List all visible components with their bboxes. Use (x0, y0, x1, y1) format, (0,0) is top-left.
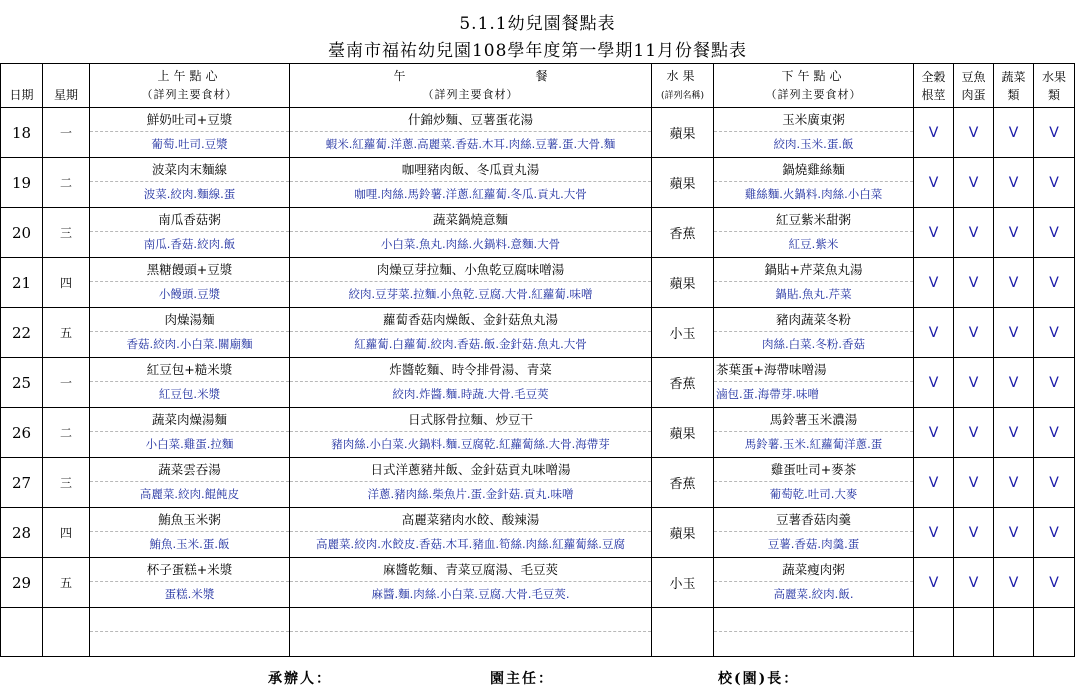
am-snack-cell (90, 458, 290, 508)
weekday-cell: 四 (43, 508, 90, 558)
pm-snack-cell-dish: 豬肉蔬菜冬粉 (714, 308, 913, 332)
date-cell: 26 (1, 408, 43, 458)
pm-snack-cell (714, 408, 914, 458)
pm-snack-cell (714, 308, 914, 358)
protein-check: V (954, 358, 994, 408)
empty-cell (954, 608, 994, 657)
am-snack-cell-dish: 杯子蛋糕+米漿 (90, 558, 289, 582)
lunch-cell-dish: 蔬菜鍋燒意麵 (290, 208, 651, 232)
pm-snack-cell (714, 508, 914, 558)
header-fruit-category: 水果 類 (1034, 64, 1075, 108)
lunch-cell (290, 358, 652, 408)
am-snack-cell-dish: 鮮奶吐司+豆漿 (90, 108, 289, 132)
am-snack-cell-ingredients: 紅豆包.米漿 (158, 387, 221, 401)
fruit-category-check: V (1034, 208, 1075, 258)
pm-snack-cell-ingredients: 肉絲.白菜.冬粉.香菇 (762, 337, 865, 351)
pm-snack-cell-ingredients: 葡萄乾.吐司.大麥 (769, 487, 858, 501)
fruit-cell: 香蕉 (652, 358, 714, 408)
vegetable-check: V (994, 258, 1034, 308)
am-snack-cell-ingredients: 小白菜.雞蛋.拉麵 (145, 437, 234, 451)
pm-snack-cell (714, 258, 914, 308)
protein-check: V (954, 208, 994, 258)
lunch-cell-dish: 日式豚骨拉麵、炒豆干 (290, 408, 651, 432)
weekday-cell: 三 (43, 208, 90, 258)
am-snack-cell-ingredients: 葡萄.吐司.豆漿 (151, 137, 228, 151)
pm-snack-cell (714, 358, 914, 408)
lunch-cell-ingredients: 絞肉.豆芽菜.拉麵.小魚乾.豆腐.大骨.紅蘿蔔.味噌 (348, 287, 593, 301)
am-snack-cell-dish: 鮪魚玉米粥 (90, 508, 289, 532)
lunch-cell-ingredients: 高麗菜.絞肉.水餃皮.香菇.木耳.豬血.筍絲.肉絲.紅蘿蔔絲.豆腐 (316, 537, 625, 551)
pm-snack-cell-ingredients: 鍋貼.魚丸.芹菜 (775, 287, 852, 301)
date-cell: 19 (1, 158, 43, 208)
am-snack-cell (90, 358, 290, 408)
header-row (1, 64, 1075, 108)
empty-cell (43, 608, 90, 657)
header-am-snack: 上午點心 （詳列主要食材） (90, 64, 290, 108)
pm-snack-cell-dish: 豆薯香菇肉羹 (714, 508, 913, 532)
fruit-cell: 香蕉 (652, 208, 714, 258)
empty-cell (90, 608, 290, 657)
vegetable-check: V (994, 158, 1034, 208)
protein-check: V (954, 508, 994, 558)
table-row (1, 208, 1075, 258)
header-weekday: 星期 (43, 64, 90, 108)
am-snack-cell (90, 508, 290, 558)
table-row (1, 258, 1075, 308)
weekday-cell: 四 (43, 258, 90, 308)
am-snack-cell (90, 108, 290, 158)
protein-check: V (954, 558, 994, 608)
am-snack-cell-dish: 蔬菜肉燥湯麵 (90, 408, 289, 432)
pm-snack-cell-dish: 茶葉蛋+海帶味噌湯 (714, 358, 913, 382)
lunch-cell (290, 458, 652, 508)
protein-check: V (954, 108, 994, 158)
lunch-cell-dish: 什錦炒麵、豆薯蛋花湯 (290, 108, 651, 132)
date-cell: 22 (1, 308, 43, 358)
grain-check: V (914, 358, 954, 408)
weekday-cell: 二 (43, 408, 90, 458)
fruit-cell: 蘋果 (652, 408, 714, 458)
document-subtitle: 臺南市福祐幼兒園108學年度第一學期11月份餐點表 (327, 41, 748, 61)
pm-snack-cell-ingredients: 豆薯.香菇.肉羹.蛋 (767, 537, 860, 551)
lunch-cell-ingredients: 蝦米.紅蘿蔔.洋蔥.高麗菜.香菇.木耳.肉絲.豆薯.蛋.大骨.麵 (325, 137, 616, 151)
am-snack-cell-dish: 紅豆包+糙米漿 (90, 358, 289, 382)
date-cell: 25 (1, 358, 43, 408)
empty-cell (914, 608, 954, 657)
weekday-cell: 一 (43, 108, 90, 158)
lunch-cell (290, 108, 652, 158)
am-snack-cell-dish: 黑糖饅頭+豆漿 (90, 258, 289, 282)
am-snack-cell (90, 208, 290, 258)
am-snack-cell-dish: 肉燥湯麵 (90, 308, 289, 332)
am-snack-cell-dish: 蔬菜雲吞湯 (90, 458, 289, 482)
pm-snack-cell-ingredients: 馬鈴薯.玉米.紅蘿蔔洋蔥.蛋 (744, 437, 883, 451)
header-pm-snack: 下午點心 （詳列主要食材） (714, 64, 914, 108)
grain-check: V (914, 208, 954, 258)
fruit-category-check: V (1034, 408, 1075, 458)
pm-snack-cell-ingredients: 滷包.蛋.海帶芽.味噌 (716, 387, 819, 401)
pm-snack-cell-dish: 紅豆紫米甜粥 (714, 208, 913, 232)
am-snack-cell (90, 558, 290, 608)
am-snack-cell-ingredients: 小饅頭.豆漿 (158, 287, 221, 301)
weekday-cell: 五 (43, 308, 90, 358)
lunch-cell-dish: 蘿蔔香菇肉燥飯、金針菇魚丸湯 (290, 308, 651, 332)
grain-check: V (914, 508, 954, 558)
protein-check: V (954, 158, 994, 208)
header-lunch: 午 餐 （詳列主要食材） (290, 64, 652, 108)
am-snack-cell (90, 258, 290, 308)
am-snack-cell-dish: 南瓜香菇粥 (90, 208, 289, 232)
lunch-cell (290, 558, 652, 608)
lunch-cell-dish: 麻醬乾麵、青菜豆腐湯、毛豆莢 (290, 558, 651, 582)
vegetable-check: V (994, 558, 1034, 608)
lunch-cell-ingredients: 洋蔥.豬肉絲.柴魚片.蛋.金針菇.貢丸.味噌 (367, 487, 574, 501)
table-row (1, 558, 1075, 608)
fruit-category-check: V (1034, 108, 1075, 158)
fruit-category-check: V (1034, 358, 1075, 408)
handler-signature-label: 承辦人： (268, 671, 332, 687)
pm-snack-cell-dish: 鍋燒雞絲麵 (714, 158, 913, 182)
lunch-cell-dish: 炸醬乾麵、時令排骨湯、青菜 (290, 358, 651, 382)
empty-cell (994, 608, 1034, 657)
table-row (1, 308, 1075, 358)
lunch-cell-ingredients: 咖哩.肉絲.馬鈴薯.洋蔥.紅蘿蔔.冬瓜.貢丸.大骨 (354, 187, 587, 201)
director-signature-label: 園主任： (490, 671, 554, 687)
fruit-cell: 香蕉 (652, 458, 714, 508)
fruit-category-check: V (1034, 558, 1075, 608)
grain-check: V (914, 308, 954, 358)
empty-cell (290, 608, 652, 657)
lunch-cell (290, 208, 652, 258)
pm-snack-cell-dish: 馬鈴薯玉米濃湯 (714, 408, 913, 432)
grain-check: V (914, 108, 954, 158)
pm-snack-cell (714, 558, 914, 608)
header-date: 日期 (1, 64, 43, 108)
empty-line (714, 608, 913, 632)
weekday-cell: 一 (43, 358, 90, 408)
grain-check: V (914, 258, 954, 308)
fruit-category-check: V (1034, 158, 1075, 208)
lunch-cell (290, 308, 652, 358)
grain-check: V (914, 458, 954, 508)
table-row (1, 358, 1075, 408)
lunch-cell-ingredients: 紅蘿蔔.白蘿蔔.絞肉.香菇.飯.金針菇.魚丸.大骨 (354, 337, 587, 351)
weekday-cell: 五 (43, 558, 90, 608)
am-snack-cell-ingredients: 高麗菜.絞肉.餛飩皮 (139, 487, 240, 501)
grain-check: V (914, 558, 954, 608)
weekday-cell: 二 (43, 158, 90, 208)
table-row (1, 108, 1075, 158)
lunch-cell (290, 408, 652, 458)
pm-snack-cell-ingredients: 紅豆.紫米 (788, 237, 839, 251)
empty-cell (652, 608, 714, 657)
date-cell: 20 (1, 208, 43, 258)
empty-cell (1, 608, 43, 657)
pm-snack-cell-dish: 雞蛋吐司+麥茶 (714, 458, 913, 482)
empty-line (290, 608, 651, 632)
fruit-cell: 蘋果 (652, 258, 714, 308)
pm-snack-cell-ingredients: 雞絲麵.火鍋料.肉絲.小白菜 (744, 187, 883, 201)
grain-check: V (914, 158, 954, 208)
meal-table (0, 63, 1075, 657)
lunch-cell-ingredients: 豬肉絲.小白菜.火鍋料.麵.豆腐乾.紅蘿蔔絲.大骨.海帶芽 (331, 437, 610, 451)
protein-check: V (954, 258, 994, 308)
vegetable-check: V (994, 408, 1034, 458)
date-cell: 27 (1, 458, 43, 508)
vegetable-check: V (994, 458, 1034, 508)
fruit-category-check: V (1034, 258, 1075, 308)
fruit-category-check: V (1034, 458, 1075, 508)
fruit-category-check: V (1034, 508, 1075, 558)
lunch-cell-ingredients: 絞肉.炸醬.麵.時蔬.大骨.毛豆莢 (392, 387, 549, 401)
pm-snack-cell (714, 158, 914, 208)
table-row (1, 158, 1075, 208)
date-cell: 29 (1, 558, 43, 608)
vegetable-check: V (994, 208, 1034, 258)
empty-line (90, 608, 289, 632)
pm-snack-cell (714, 458, 914, 508)
grain-check: V (914, 408, 954, 458)
table-row (1, 458, 1075, 508)
protein-check: V (954, 308, 994, 358)
table-row (1, 408, 1075, 458)
pm-snack-cell-dish: 玉米廣東粥 (714, 108, 913, 132)
am-snack-cell (90, 408, 290, 458)
date-cell: 21 (1, 258, 43, 308)
lunch-cell-dish: 日式洋蔥豬丼飯、金針菇貢丸味噌湯 (290, 458, 651, 482)
header-vegetable: 蔬菜 類 (994, 64, 1034, 108)
lunch-cell-dish: 咖哩豬肉飯、冬瓜貢丸湯 (290, 158, 651, 182)
lunch-cell-dish: 高麗菜豬肉水餃、酸辣湯 (290, 508, 651, 532)
table-row (1, 508, 1075, 558)
principal-signature-label: 校(園)長： (718, 671, 800, 687)
am-snack-cell (90, 158, 290, 208)
weekday-cell: 三 (43, 458, 90, 508)
am-snack-cell-ingredients: 香菇.絞肉.小白菜.關廟麵 (126, 337, 253, 351)
document-title: 5.1.1幼兒園餐點表 (459, 14, 616, 34)
pm-snack-cell-ingredients: 高麗菜.絞肉.飯. (773, 587, 854, 601)
lunch-cell (290, 508, 652, 558)
vegetable-check: V (994, 508, 1034, 558)
am-snack-cell-ingredients: 南瓜.香菇.絞肉.飯 (143, 237, 236, 251)
date-cell: 28 (1, 508, 43, 558)
am-snack-cell-ingredients: 鮪魚.玉米.蛋.飯 (149, 537, 230, 551)
lunch-cell-ingredients: 小白菜.魚丸.肉絲.火鍋料.意麵.大骨 (380, 237, 561, 251)
pm-snack-cell-dish: 蔬菜瘦肉粥 (714, 558, 913, 582)
fruit-cell: 小玉 (652, 558, 714, 608)
vegetable-check: V (994, 358, 1034, 408)
am-snack-cell-ingredients: 波菜.絞肉.麵線.蛋 (143, 187, 236, 201)
header-protein: 豆魚 肉蛋 (954, 64, 994, 108)
pm-snack-cell-dish: 鍋貼+芹菜魚丸湯 (714, 258, 913, 282)
lunch-cell-ingredients: 麻醬.麵.肉絲.小白菜.豆腐.大骨.毛豆莢. (371, 587, 570, 601)
lunch-cell-dish: 肉燥豆芽拉麵、小魚乾豆腐味噌湯 (290, 258, 651, 282)
date-cell: 18 (1, 108, 43, 158)
vegetable-check: V (994, 308, 1034, 358)
vegetable-check: V (994, 108, 1034, 158)
fruit-cell: 蘋果 (652, 108, 714, 158)
pm-snack-cell (714, 108, 914, 158)
fruit-category-check: V (1034, 308, 1075, 358)
header-fruit: 水果 (詳列名稱) (652, 64, 714, 108)
lunch-cell (290, 158, 652, 208)
pm-snack-cell-ingredients: 絞肉.玉米.蛋.飯 (773, 137, 854, 151)
lunch-cell (290, 258, 652, 308)
fruit-cell: 小玉 (652, 308, 714, 358)
fruit-cell: 蘋果 (652, 158, 714, 208)
am-snack-cell (90, 308, 290, 358)
pm-snack-cell (714, 208, 914, 258)
meal-rows (1, 108, 1075, 657)
protein-check: V (954, 408, 994, 458)
empty-cell (714, 608, 914, 657)
header-grain: 全穀 根莖 (914, 64, 954, 108)
protein-check: V (954, 458, 994, 508)
fruit-cell: 蘋果 (652, 508, 714, 558)
am-snack-cell-ingredients: 蛋糕.米漿 (164, 587, 215, 601)
empty-cell (1034, 608, 1075, 657)
empty-row (1, 608, 1075, 657)
am-snack-cell-dish: 波菜肉末麵線 (90, 158, 289, 182)
